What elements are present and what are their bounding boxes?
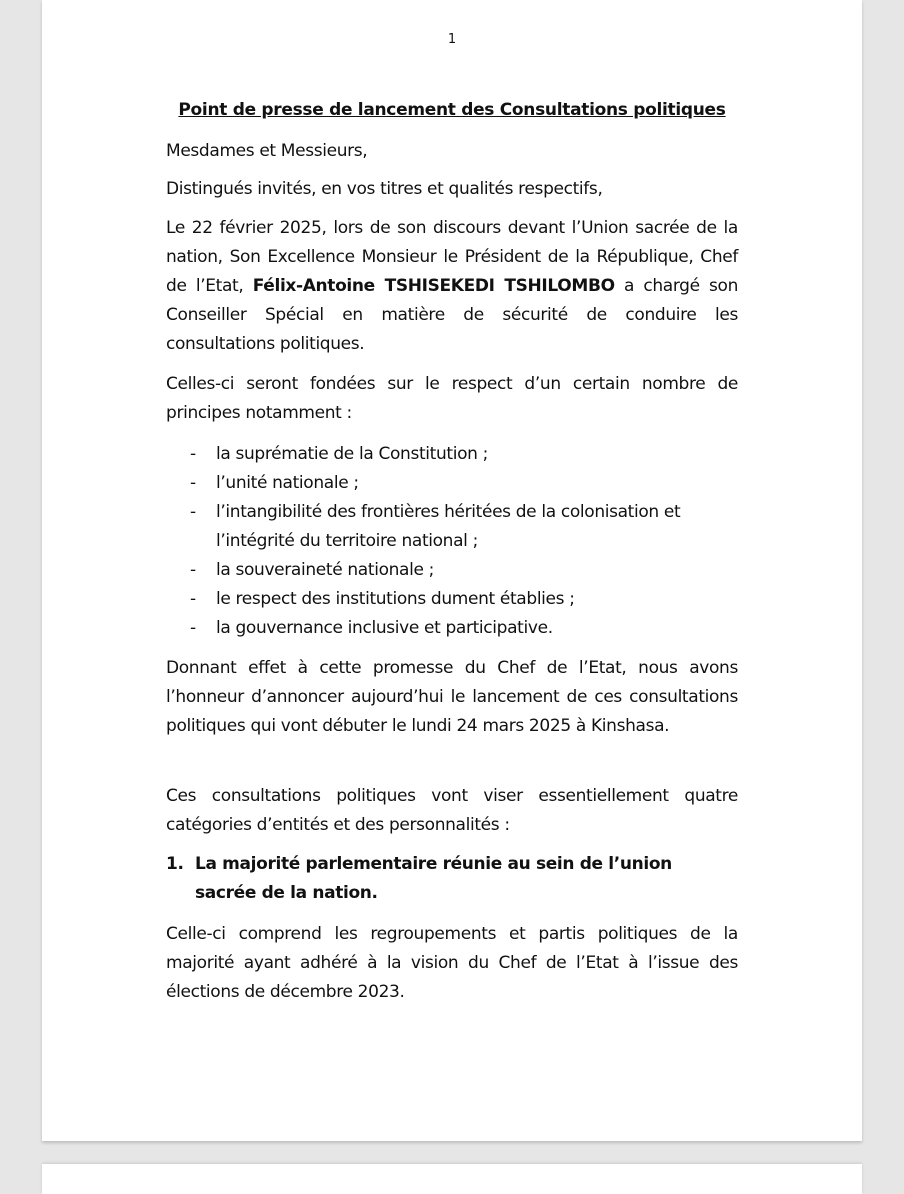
bullet-dash: -: [190, 618, 196, 638]
list-item-text: l’unité nationale ;: [216, 473, 359, 493]
list-item: [166, 585, 738, 614]
list-item-text: l’intangibilité des frontières héritées de la colonisation et l’intégrité du territoire national ;: [216, 502, 681, 551]
bullet-dash: -: [190, 589, 196, 609]
list-item-text: la souveraineté nationale ;: [216, 560, 435, 580]
next-page-edge: [42, 1164, 862, 1194]
list-item: [166, 469, 738, 498]
greeting: Mesdames et Messieurs,: [166, 141, 368, 161]
announcement-text-start: Le 22 février 2025, lors de son discours devant l’Union sacrée de la nation, Son Excellence Monsieur le Président de la République, Chef de l’Etat,: [166, 218, 738, 296]
paragraph-categories: Ces consultations politiques vont viser essentiellement quatre catégories d’entités et des personnalités :: [166, 786, 738, 835]
bullet-dash: -: [190, 502, 196, 522]
list-item: [166, 498, 738, 556]
list-item-text: la gouvernance inclusive et participative.: [216, 618, 553, 638]
invitation: Distingués invités, en vos titres et qualités respectifs,: [166, 179, 603, 199]
document-page: [42, 0, 862, 1141]
paragraph-principles-intro: Celles-ci seront fondées sur le respect d’un certain nombre de principes notamment :: [166, 374, 738, 423]
item-number: 1.: [166, 854, 184, 874]
list-item: [166, 440, 738, 469]
bullet-dash: -: [190, 473, 196, 493]
paragraph-announcement: [166, 214, 738, 359]
list-item-text: la suprématie de la Constitution ;: [216, 444, 488, 464]
announcement-text-end: a chargé son Conseiller Spécial en matière de sécurité de conduire les consultations politiques.: [166, 276, 738, 354]
president-name: Félix-Antoine TSHISEKEDI TSHILOMBO: [252, 276, 615, 296]
page-number: 1: [447, 32, 457, 47]
item-heading-text: La majorité parlementaire réunie au sein de l’union sacrée de la nation.: [195, 854, 672, 903]
bullet-dash: -: [190, 444, 196, 464]
document-title: Point de presse de lancement des Consultations politiques: [178, 100, 726, 120]
list-item: [166, 614, 738, 643]
list-item: [166, 556, 738, 585]
paragraph-majority: Celle-ci comprend les regroupements et partis politiques de la majorité ayant adhéré à la vision du Chef de l’Etat à l’issue des élections de décembre 2023.: [166, 924, 738, 1002]
list-item-text: le respect des institutions dument établies ;: [216, 589, 575, 609]
bullet-dash: -: [190, 560, 196, 580]
principles-list: [166, 440, 738, 643]
paragraph-launch: Donnant effet à cette promesse du Chef de l’Etat, nous avons l’honneur d’annoncer aujourd’hui le lancement de ces consultations politiques qui vont débuter le lundi 24 mars 2025 à Kinshasa.: [166, 658, 738, 736]
numbered-heading: [166, 850, 738, 908]
